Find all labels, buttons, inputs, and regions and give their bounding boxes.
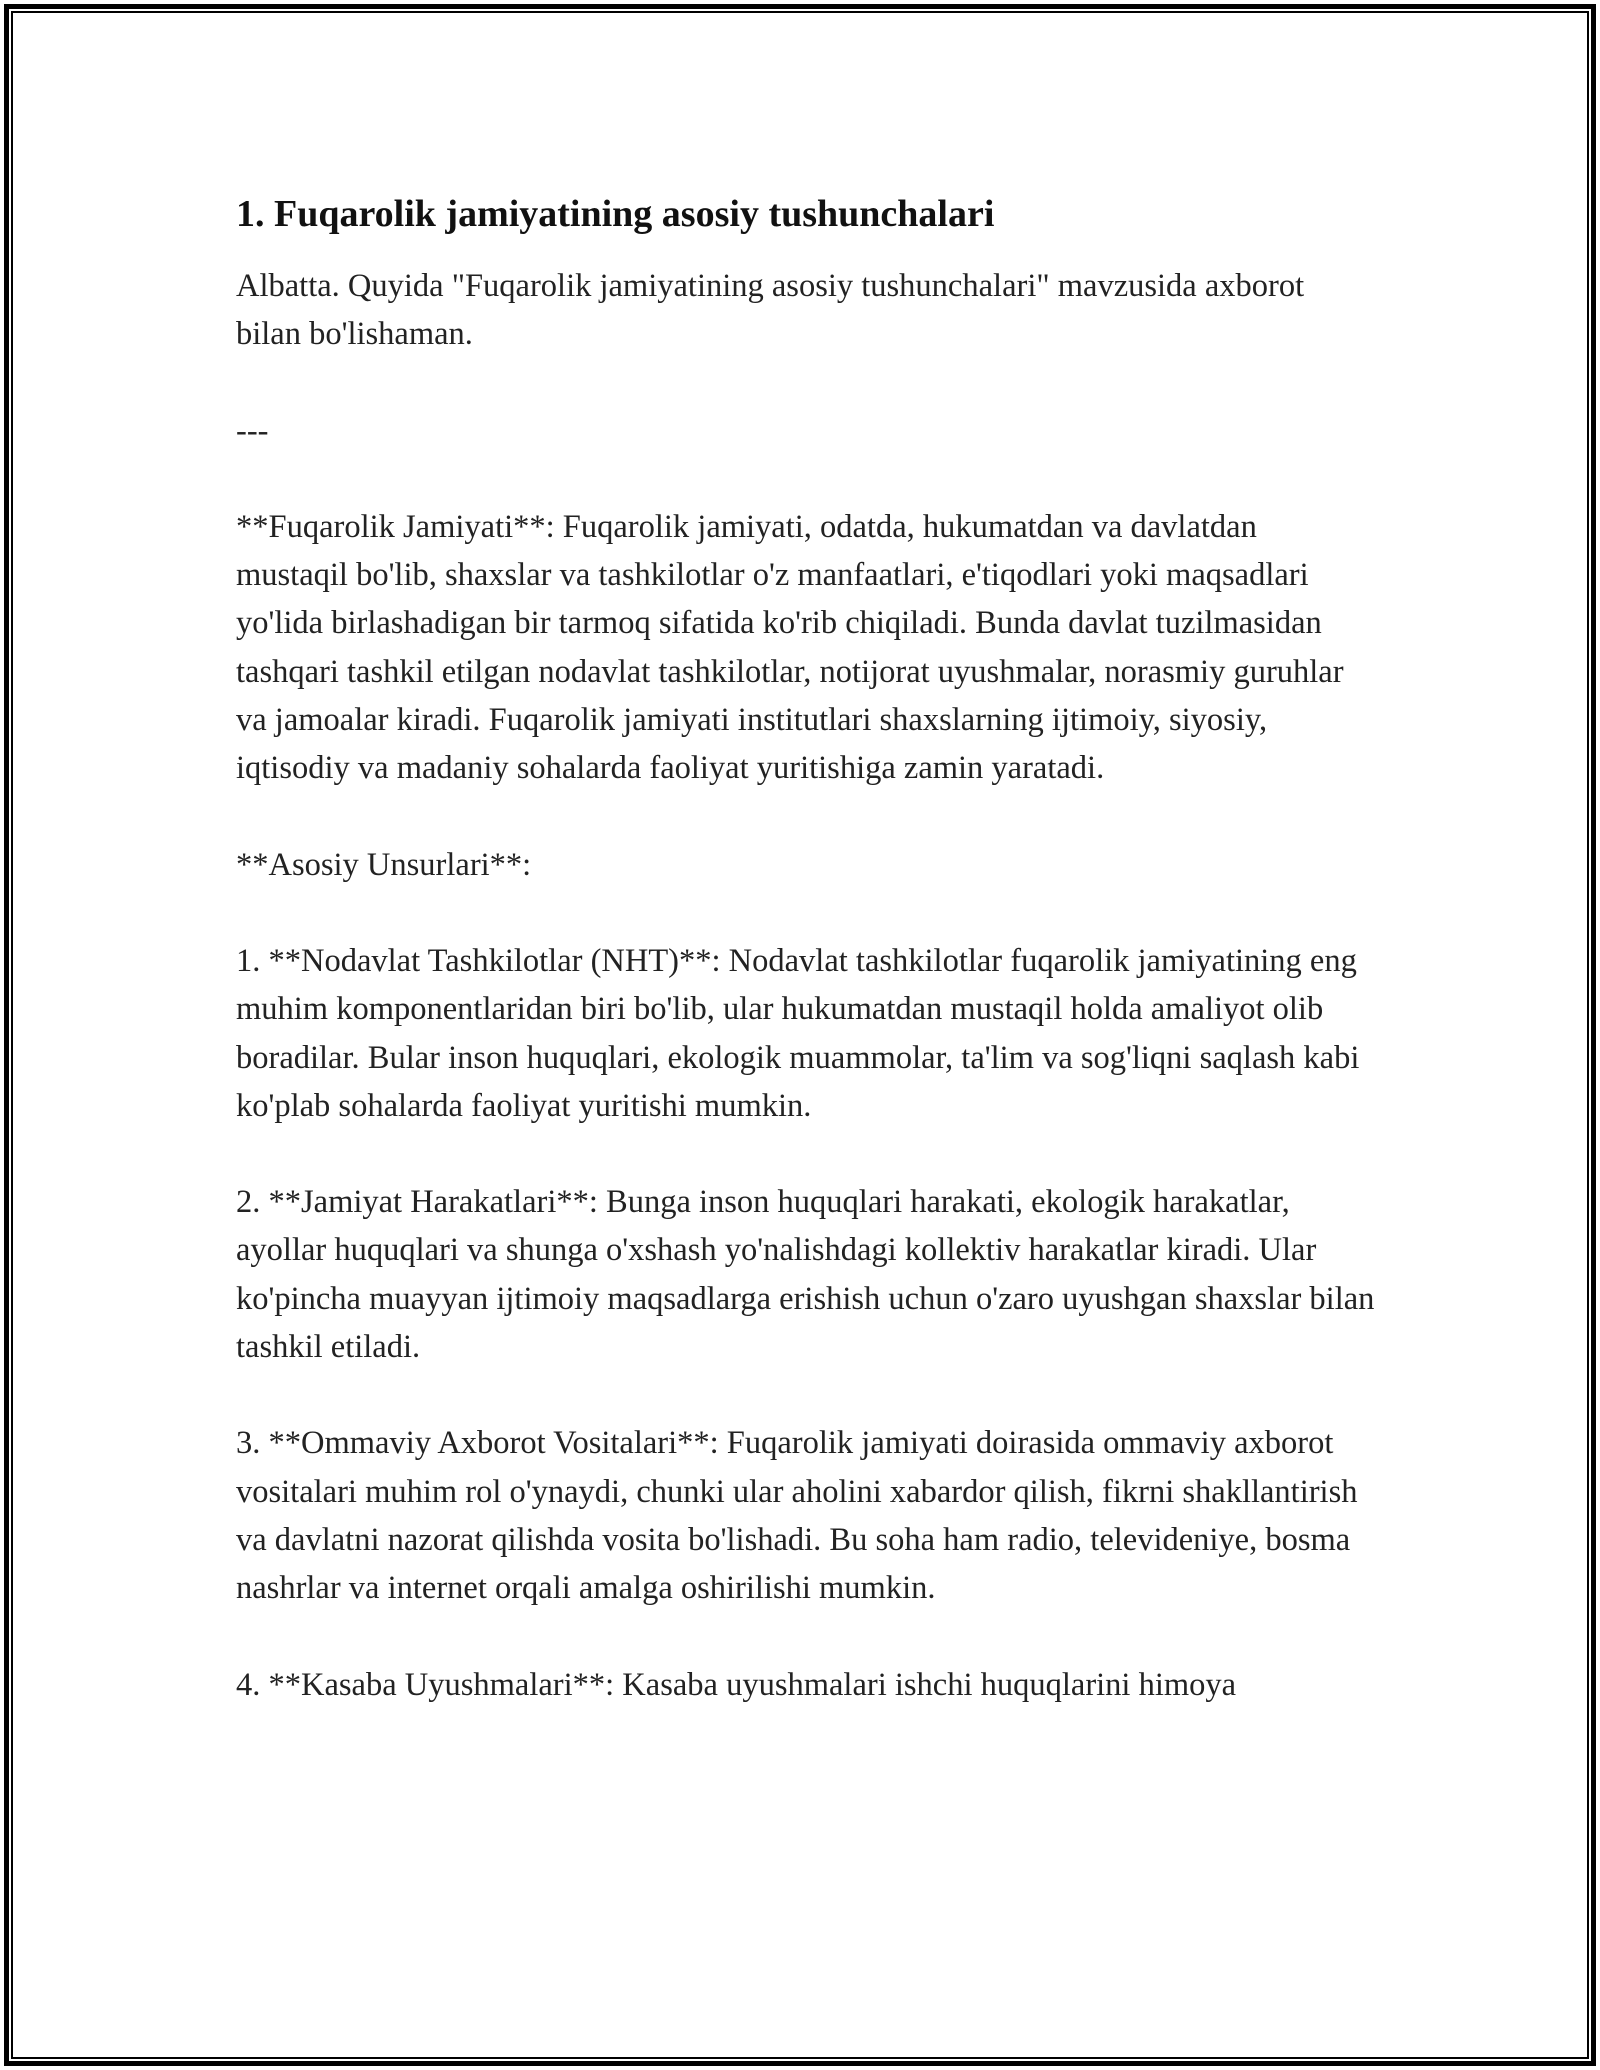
intro-paragraph: Albatta. Quyida "Fuqarolik jamiyatining asosiy tushunchalari" mavzusida axborot bilan bo'lishaman.	[236, 268, 1305, 353]
list-item-trade-unions: 4. **Kasaba Uyushmalari**: Kasaba uyushmalari ishchi huquqlarini himoya	[236, 1666, 1237, 1703]
definition-paragraph: **Fuqarolik Jamiyati**: Fuqarolik jamiyati, odatda, hukumatdan va davlatdan mustaqil bo'lib, shaxslar va tashkilotlar o'z manfaatlari, e'tiqodlari yoki maqsadlari yo'lida birlashadigan bir tarmoq sifatida ko'rib chiqiladi. Bunda davlat tuzilmasidan tashqari tashkil etilgan nodavlat tashkilotlar, notijorat uyushmalar, norasmiy guruhlar va jamoalar kiradi. Fuqarolik jamiyati institutlari shaxslarning ijtimoiy, siyosiy, iqtisodiy va madaniy sohalarda faoliyat yuritishiga zamin yaratadi.	[236, 508, 1344, 787]
section-heading-elements: **Asosiy Unsurlari**:	[236, 846, 532, 883]
document-title: 1. Fuqarolik jamiyatining asosiy tushunchalari	[236, 193, 995, 235]
list-item-mass-media: 3. **Ommaviy Axborot Vositalari**: Fuqarolik jamiyati doirasida ommaviy axborot vositalari muhim rol o'ynaydi, chunki ular aholini xabardor qilish, fikrni shakllantirish va davlatni nazorat qilishda vosita bo'lishadi. Bu soha ham radio, televideniye, bosma nashrlar va internet orqali amalga oshirilishi mumkin.	[236, 1425, 1358, 1607]
document-page	[236, 190, 1376, 1757]
list-item-social-movements: 2. **Jamiyat Harakatlari**: Bunga inson huquqlari harakati, ekologik harakatlar, ayollar huquqlari va shunga o'xshash yo'nalishdagi kollektiv harakatlar kiradi. Ular ko'pincha muayyan ijtimoiy maqsadlarga erishish uchun o'zaro uyushgan shaxslar bilan tashkil etiladi.	[236, 1184, 1375, 1366]
list-item-ngo: 1. **Nodavlat Tashkilotlar (NHT)**: Nodavlat tashkilotlar fuqarolik jamiyatining eng muhim komponentlaridan biri bo'lib, ular hukumatdan mustaqil holda amaliyot olib boradilar. Bular inson huquqlari, ekologik muammolar, ta'lim va sog'liqni saqlash kabi ko'plab sohalarda faoliyat yuritishi mumkin.	[236, 942, 1360, 1124]
separator-line: ---	[236, 412, 269, 449]
